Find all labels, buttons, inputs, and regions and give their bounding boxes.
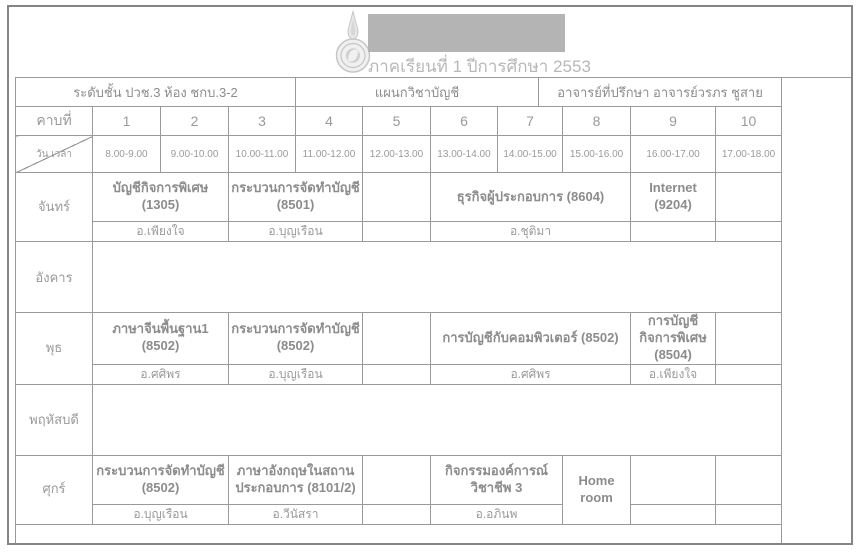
time-slot: 10.00-11.00 (229, 136, 296, 173)
empty-day-cell (93, 384, 782, 455)
teacher-cell: อ.เพียงใจ (631, 364, 716, 384)
class-level-label: ระดับชั้น ปวช.3 ห้อง ชกบ.3-2 (16, 78, 296, 107)
period-number: 1 (93, 107, 161, 136)
time-slot: 17.00-18.00 (716, 136, 782, 173)
empty-class-cell (631, 455, 716, 504)
day-label: พฤหัสบดี (16, 384, 93, 455)
empty-teacher-cell (716, 364, 782, 384)
empty-teacher-cell (716, 222, 782, 242)
department-label: แผนกวิชาบัญชี (296, 78, 539, 107)
teacher-row (16, 222, 852, 242)
empty-day-cell (93, 242, 782, 313)
teacher-cell: อ.วีนัสรา (229, 504, 363, 524)
day-label: อังคาร (16, 242, 93, 313)
advisor-label: อาจารย์ที่ปรึกษา อาจารย์วรภร ชูสาย (539, 78, 782, 107)
day-row (16, 242, 852, 313)
class-cell: กิจกรรมองค์การณ์วิชาชีพ 3 (431, 455, 563, 504)
empty-class-cell (363, 173, 431, 222)
class-cell: กระบวนการจัดทำบัญชี (8501) (229, 173, 363, 222)
class-cell: กระบวนการจัดทำบัญชี (8502) (93, 455, 229, 504)
class-cell: ธุรกิจผู้ประกอบการ (8604) (431, 173, 631, 222)
semester-label: ภาคเรียนที่ 1 ปีการศึกษา 2553 (368, 57, 591, 76)
time-slot: 13.00-14.00 (431, 136, 498, 173)
period-number: 6 (431, 107, 498, 136)
empty-class-cell (716, 173, 782, 222)
class-cell: ภาษาจีนพื้นฐาน1 (8502) (93, 313, 229, 365)
teacher-cell: อ.ชุติมา (431, 222, 631, 242)
period-number: 4 (296, 107, 363, 136)
class-cell: การบัญชีกิจการพิเศษ (8504) (631, 313, 716, 365)
page-header (9, 7, 851, 77)
day-row (16, 173, 852, 222)
day-row (16, 313, 852, 365)
time-slot: 12.00-13.00 (363, 136, 431, 173)
day-label: พุธ (16, 313, 93, 385)
class-cell: การบัญชีกับคอมพิวเตอร์ (8502) (431, 313, 631, 365)
class-cell: ภาษาอังกฤษในสถานประกอบการ (8101/2) (229, 455, 363, 504)
teacher-row (16, 364, 852, 384)
period-header-label: คาบที่ (16, 107, 93, 136)
empty-teacher-cell (631, 222, 716, 242)
teacher-cell: อ.บุญเรือน (229, 364, 363, 384)
time-header-row (16, 136, 852, 173)
teacher-row (16, 504, 852, 524)
timetable-grid (15, 77, 852, 545)
day-label: จันทร์ (16, 173, 93, 242)
teacher-cell: อ.บุญเรือน (93, 504, 229, 524)
empty-class-cell (363, 455, 431, 504)
bottom-spacer-cell (16, 524, 782, 545)
empty-class-cell (363, 313, 431, 365)
blank-right-column (782, 78, 852, 546)
time-slot: 16.00-17.00 (631, 136, 716, 173)
period-number: 10 (716, 107, 782, 136)
teacher-cell: อ.บุญเรือน (229, 222, 363, 242)
time-slot: 9.00-10.00 (161, 136, 229, 173)
bottom-spacer-row (16, 524, 852, 545)
time-slot: 15.00-16.00 (563, 136, 631, 173)
info-row (16, 78, 852, 107)
time-slot: 14.00-15.00 (498, 136, 563, 173)
empty-teacher-cell (363, 222, 431, 242)
time-slot: 11.00-12.00 (296, 136, 363, 173)
class-cell: กระบวนการจัดทำบัญชี (8502) (229, 313, 363, 365)
period-header-row (16, 107, 852, 136)
period-number: 9 (631, 107, 716, 136)
class-cell: บัญชีกิจการพิเศษ (1305) (93, 173, 229, 222)
teacher-cell: อ.อภินพ (431, 504, 563, 524)
day-row (16, 455, 852, 504)
teacher-cell: อ.ศศิพร (431, 364, 631, 384)
empty-teacher-cell (363, 504, 431, 524)
period-number: 8 (563, 107, 631, 136)
period-number: 3 (229, 107, 296, 136)
class-cell: Internet (9204) (631, 173, 716, 222)
redacted-school-name (368, 14, 565, 52)
empty-class-cell (716, 455, 782, 504)
period-number: 2 (161, 107, 229, 136)
class-cell: Home room (563, 455, 631, 524)
empty-teacher-cell (716, 504, 782, 524)
teacher-cell: อ.ศศิพร (93, 364, 229, 384)
day-time-corner-cell: วัน เวลา (16, 136, 93, 173)
timetable-sheet (7, 5, 853, 545)
period-number: 5 (363, 107, 431, 136)
teacher-cell: อ.เพียงใจ (93, 222, 229, 242)
day-row (16, 384, 852, 455)
period-number: 7 (498, 107, 563, 136)
time-slot: 8.00-9.00 (93, 136, 161, 173)
empty-teacher-cell (363, 364, 431, 384)
empty-class-cell (716, 313, 782, 365)
empty-teacher-cell (631, 504, 716, 524)
day-label: ศุกร์ (16, 455, 93, 524)
